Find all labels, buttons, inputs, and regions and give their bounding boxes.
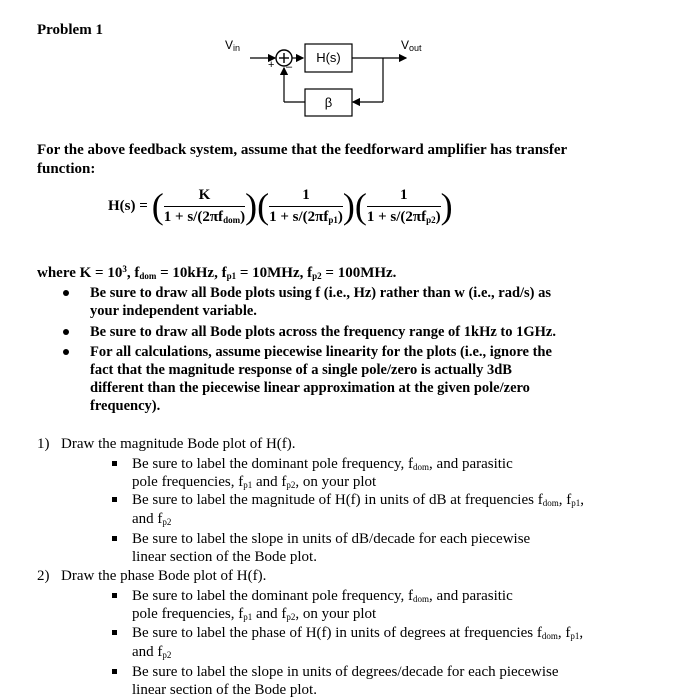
q2-item-1-line-1: Be sure to label the dominant pole frequency, $f_{dom}$, and parasitic — [132, 588, 513, 604]
q1-item-3-line-1: Be sure to label the slope in units of dB/decade for each piecewise — [132, 531, 531, 547]
bullet-icon — [63, 349, 69, 355]
note-3-line-2: fact that the magnitude response of a single pole/zero is actually 3dB — [90, 362, 512, 378]
q2-text: Draw the phase Bode plot of H(f). — [61, 568, 267, 584]
q1-item-3-line-2: linear section of the Bode plot. — [132, 549, 317, 565]
square-bullet-icon — [112, 536, 117, 541]
diagram-wires — [0, 0, 696, 130]
q2-item-3-line-1: Be sure to label the slope in units of degrees/decade for each piecewise — [132, 664, 559, 680]
fraction-2: $\frac{1}{1 + s/(2\pi f_{p1})}$ — [269, 186, 343, 225]
parameter-values: where $K = 10^3$, $f_{dom} = 10kHz$, $f_{p1} = 10MHz$, $f_{p2} = 100MHz$. — [37, 264, 397, 281]
bullet-icon — [63, 329, 69, 335]
q1-item-2-line-2: and $f_{p2}$ — [132, 511, 172, 527]
minus-sign: – — [286, 61, 293, 73]
vout-label: $V_{out}$ — [401, 38, 422, 53]
beta-block-label: β — [324, 95, 333, 110]
q2-item-2-line-2: and $f_{p2}$ — [132, 644, 172, 660]
vin-label: $V_{in}$ — [225, 38, 241, 53]
q2-item-2-line-1: Be sure to label the phase of H(f) in units of degrees at frequencies $f_{dom}$, $f_{p1}$, — [132, 625, 584, 641]
q1-number: 1) — [37, 436, 50, 452]
q1-item-1-line-2: pole frequencies, $f_{p1}$ and $f_{p2}$, on your plot — [132, 474, 377, 490]
note-3-line-4: frequency). — [90, 398, 161, 414]
note-2: Be sure to draw all Bode plots across the frequency range of 1kHz to 1GHz. — [90, 324, 556, 340]
q2-item-1-line-2: pole frequencies, $f_{p1}$ and $f_{p2}$, on your plot — [132, 606, 377, 622]
q1-text: Draw the magnitude Bode plot of H(f). — [61, 436, 296, 452]
note-3-line-1: For all calculations, assume piecewise linearity for the plots (i.e., ignore the — [90, 344, 552, 360]
bullet-icon — [63, 290, 69, 296]
square-bullet-icon — [112, 461, 117, 466]
q2-number: 2) — [37, 568, 50, 584]
q2-item-3-line-2: linear section of the Bode plot. — [132, 682, 317, 698]
plus-sign: + — [268, 59, 275, 71]
note-1-line-2: your independent variable. — [90, 303, 257, 319]
fraction-3: $\frac{1}{1 + s/(2\pi f_{p2})}$ — [366, 186, 441, 225]
q1-item-1-line-1: Be sure to label the dominant pole frequency, $f_{dom}$, and parasitic — [132, 456, 513, 472]
h-block-label: H(s) — [316, 50, 341, 65]
square-bullet-icon — [112, 630, 117, 635]
intro-line-1: For the above feedback system, assume that the feedforward amplifier has transfer — [37, 142, 568, 158]
note-3-line-3: different than the piecewise linear approximation at the given pole/zero — [90, 380, 530, 396]
square-bullet-icon — [112, 593, 117, 598]
transfer-function-equation: H(s) = ( $\frac{K}{1 + s/(2\pi f_{dom})}$ ) ( $\frac{1}{1 + s/(2\pi f_{p1})}$ ) ( $\frac{1}{1 + s/(2\pi f_{p2})}$ ) — [108, 186, 453, 226]
note-1-line-1: Be sure to draw all Bode plots using f (i.e., Hz) rather than w (i.e., rad/s) as — [90, 285, 552, 301]
equation-lhs: H(s) = — [108, 197, 148, 214]
intro-line-2: function: — [37, 161, 96, 177]
fraction-1: $\frac{K}{1 + s/(2\pi f_{dom})}$ — [163, 186, 246, 225]
q1-item-2-line-1: Be sure to label the magnitude of H(f) in units of dB at frequencies $f_{dom}$, $f_{p1}$, — [132, 492, 584, 508]
square-bullet-icon — [112, 669, 117, 674]
square-bullet-icon — [112, 497, 117, 502]
problem-title: Problem 1 — [37, 22, 103, 38]
